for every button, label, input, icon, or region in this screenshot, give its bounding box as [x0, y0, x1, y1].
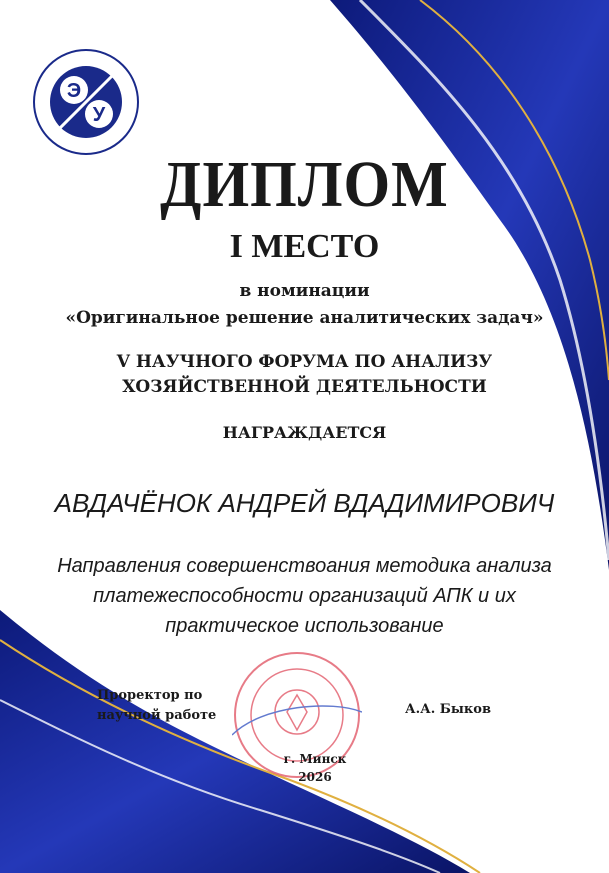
diploma-title: ДИПЛОМ: [160, 147, 449, 221]
signatory-position: [97, 686, 216, 726]
awarded-label: НАГРАЖДАЕТСЯ: [222, 423, 387, 442]
position-line-1: Проректор по: [97, 688, 203, 703]
svg-text:У: У: [92, 104, 106, 126]
place-heading: I МЕСТО: [229, 228, 380, 265]
forum-line-1: V НАУЧНОГО ФОРУМА ПО АНАЛИЗУ: [116, 352, 493, 372]
signatory-name: А.А. Быков: [405, 702, 491, 717]
topic-line-3: практическое использование: [165, 615, 444, 637]
svg-text:Э: Э: [66, 80, 82, 102]
nomination-title: «Оригинальное решение аналитических задач»: [65, 308, 544, 328]
nomination-prefix: в номинации: [239, 281, 370, 301]
topic-line-2: платежеспособности организаций АПК и их: [93, 585, 516, 607]
topic-line-1: Направления совершенствоания методика анализа: [57, 555, 552, 577]
university-logo: [32, 48, 140, 156]
year: 2026: [298, 770, 332, 784]
forum-line-2: ХОЗЯЙСТВЕННОЙ ДЕЯТЕЛЬНОСТИ: [122, 377, 487, 397]
position-line-2: научной работе: [97, 708, 217, 723]
city: г. Минск: [283, 752, 347, 766]
recipient-name: АВДАЧЁНОК АНДРЕЙ ВДАДИМИРОВИЧ: [54, 488, 555, 518]
